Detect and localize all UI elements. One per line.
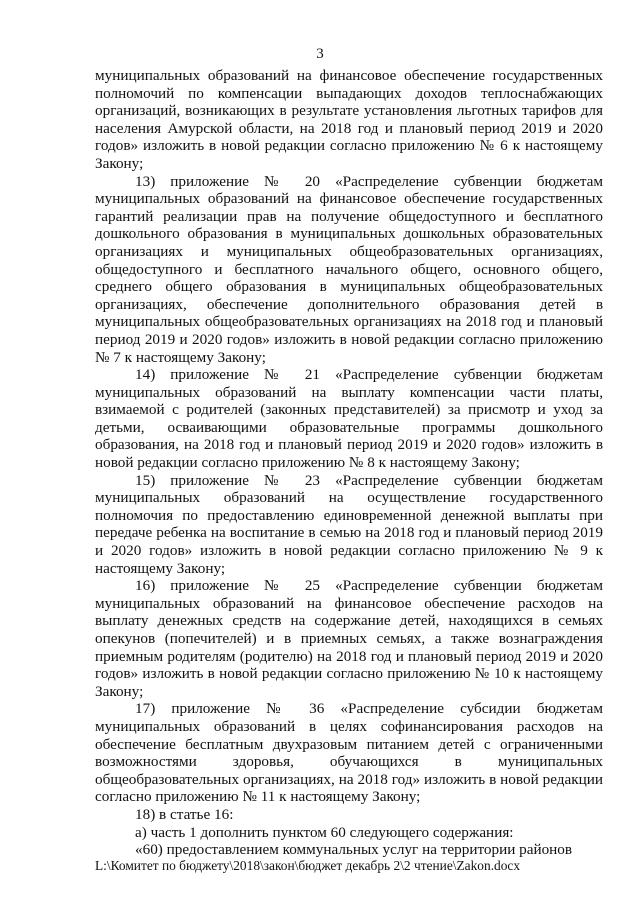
paragraph-item-14: 14) приложение № 21 «Распределение субвенции бюджетам муниципальных образований на выплату компенсации части платы, взимаемой с родителей (законных представителей) за присмотр и уход за детьми, осваивающими образовательные программы дошкольного образования, на 2018 год и плановый период 2019 и 2020 годов» изложить в новой редакции согласно приложению № 8 к настоящему Закону;: [95, 366, 603, 472]
paragraph-item-16: 16) приложение № 25 «Распределение субвенции бюджетам муниципальных образований на финансовое обеспечение расходов на выплату денежных средств на содержание детей, находящихся в семьях опекунов (попечителей) и в приемных семьях, а также вознаграждения приемным родителям (родителю) на 2018 год и плановый период 2019 и 2020 годов» изложить в новой редакции согласно приложению № 10 к настоящему Закону;: [95, 577, 603, 700]
footer-file-path: L:\Комитет по бюджету\2018\закон\бюджет декабрь 2\2 чтение\Zakon.docx: [95, 858, 521, 873]
paragraph-subitem-a: а) часть 1 дополнить пунктом 60 следующего содержания:: [135, 823, 514, 841]
paragraph-item-15: 15) приложение № 23 «Распределение субвенции бюджетам муниципальных образований на осуществление государственного полномочия по предоставлению единовременной денежной выплаты при передаче ребенка на воспитание в семью на 2018 год и плановый период 2019 и 2020 годов» изложить в новой редакции согласно приложению № 9 к настоящему Закону;: [95, 471, 603, 577]
paragraph-item-18: 18) в статье 16:: [135, 805, 234, 823]
paragraph-continuation: муниципальных образований на финансовое обеспечение государственных полномочий по компенсации выпадающих доходов теплоснабжающих организаций, возникающих в результате установления льготных тарифов для населения Амурской области, на 2018 год и плановый период 2019 и 2020 годов» изложить в новой редакции согласно приложению № 6 к настоящему Закону;: [95, 67, 603, 172]
page-number: 3: [316, 46, 324, 62]
paragraph-item-17: 17) приложение № 36 «Распределение субсидии бюджетам муниципальных образований в целях софинансирования расходов на обеспечение бесплатным двухразовым питанием детей с ограниченными возможностями здоровья, обучающихся в муниципальных общеобразовательных организациях, на 2018 год» изложить в новой редакции согласно приложению № 11 к настоящему Закону;: [95, 700, 603, 806]
paragraph-point-60: «60) предоставлением коммунальных услуг на территории районов: [135, 841, 573, 859]
paragraph-item-13: 13) приложение № 20 «Распределение субвенции бюджетам муниципальных образований на финансовое обеспечение государственных гарантий реализации прав на получение общедоступного и бесплатного дошкольного образования в муниципальных дошкольных образовательных организациях и муниципальных общеобразовательных организациях, общедоступного и бесплатного начального общего, основного общего, среднего общего образования в муниципальных общеобразовательных организациях, обеспечение дополнительного образования детей в муниципальных общеобразовательных организациях на 2018 год и плановый период 2019 и 2020 годов» изложить в новой редакции согласно приложению № 7 к настоящему Закону;: [95, 172, 603, 366]
document-body: [95, 67, 603, 859]
